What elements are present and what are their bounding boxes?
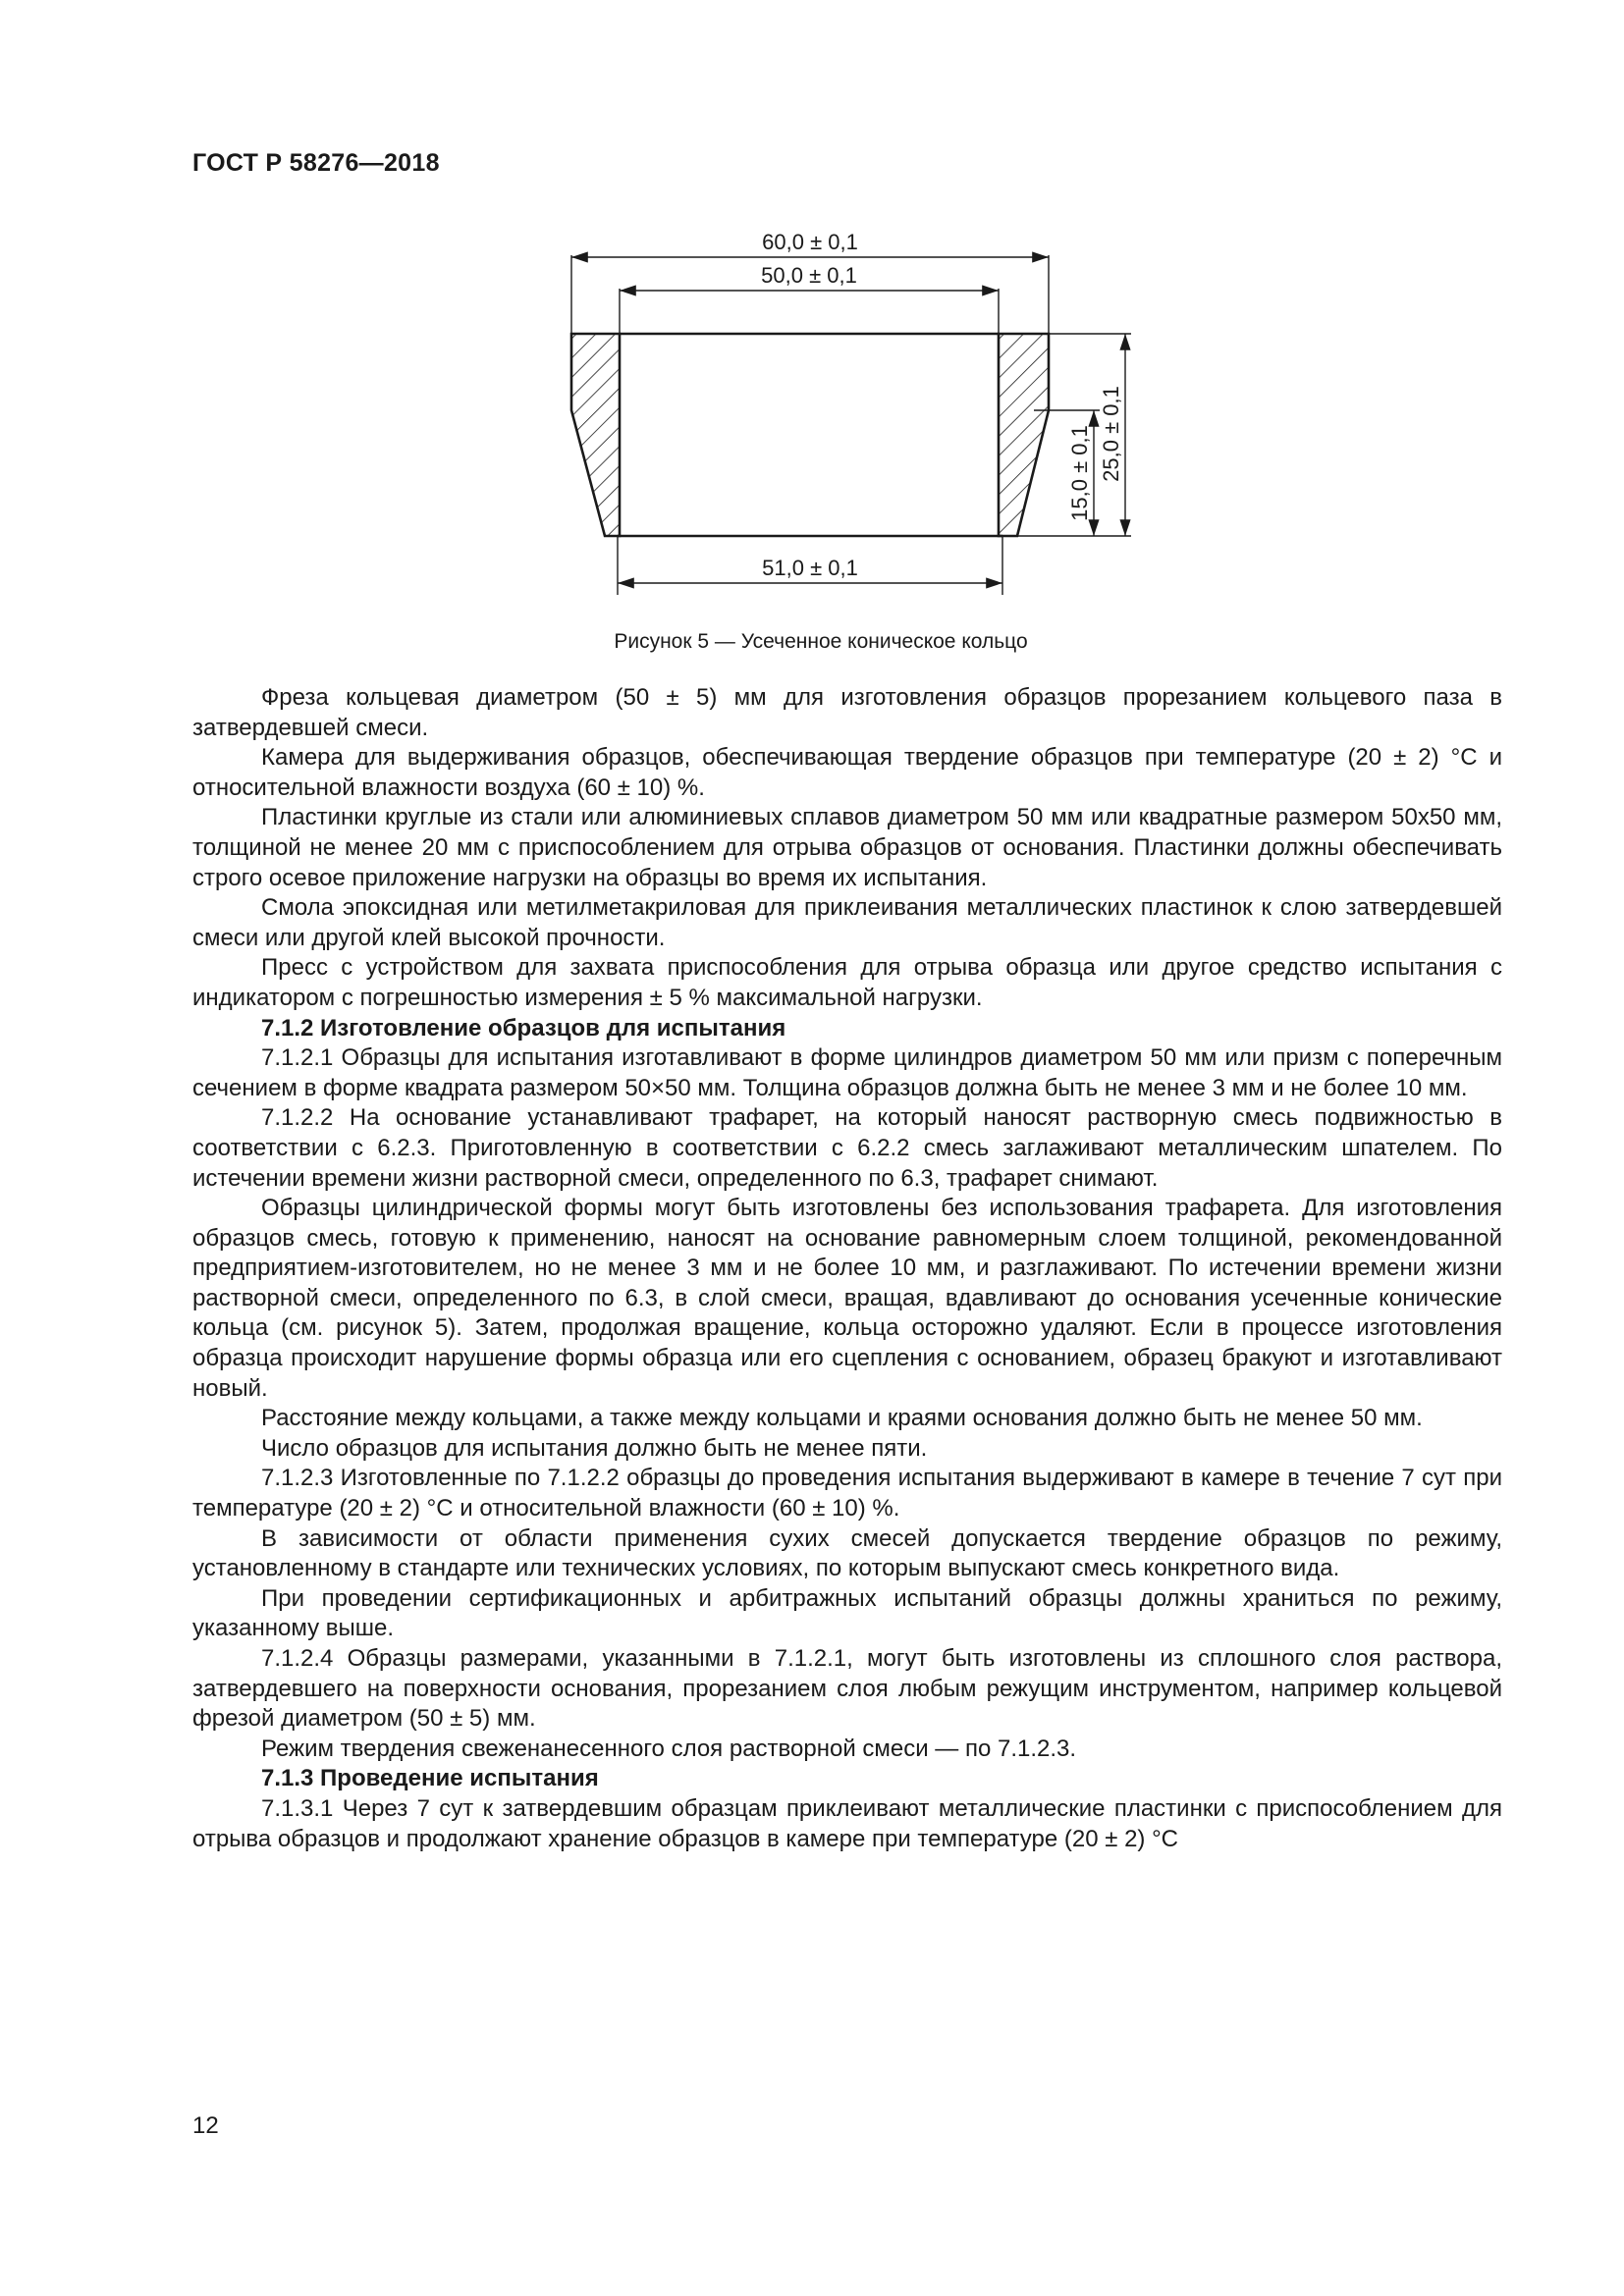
paragraph-certification: При проведении сертификационных и арбитражных испытаний образцы должны храниться по режиму, указанному выше. [192, 1584, 1502, 1642]
paragraph-7-1-2-2: 7.1.2.2 На основание устанавливают трафарет, на который наносят растворную смесь подвижностью в соответствии с 6.2.3. Приготовленную в соответствии с 6.2.2 смесь заглаживают металлическим шпателем. По истечении времени жизни растворной смеси, определенного по 6.3, трафарет снимают. [192, 1104, 1502, 1192]
dim-bottom: 51,0 ± 0,1 [762, 556, 858, 580]
section-heading-7-1-2: 7.1.2 Изготовление образцов для испытания [261, 1014, 786, 1041]
paragraph-count: Число образцов для испытания должно быть не менее пяти. [261, 1434, 928, 1462]
dim-height-total: 25,0 ± 0,1 [1099, 386, 1123, 482]
paragraph-plates: Пластинки круглые из стали или алюминиевых сплавов диаметром 50 мм или квадратные размером 50x50 мм, толщиной не менее 20 мм с приспособлением для отрыва образцов от основания. Пластинки должны обеспечивать строго осевое приложение нагрузки на образцы во время их испытания. [192, 804, 1502, 891]
paragraph-7-1-2-3: 7.1.2.3 Изготовленные по 7.1.2.2 образцы до проведения испытания выдерживают в камере в течение 7 сут при температуре (20 ± 2) °С и относительной влажности (60 ± 10) %. [192, 1465, 1502, 1522]
section-heading-7-1-3: 7.1.3 Проведение испытания [261, 1765, 599, 1792]
document-header: ГОСТ Р 58276—2018 [192, 149, 440, 177]
figure-ring-drawing [550, 224, 1139, 597]
ring-drawing-svg [550, 224, 1139, 597]
page-number: 12 [192, 2112, 219, 2139]
paragraph-curing-mode: В зависимости от области применения сухих смесей допускается твердение образцов по режиму, установленному в стандарте или технических условиях, по которым выпускают смесь конкретного вида. [192, 1524, 1502, 1582]
paragraph-cylinders: Образцы цилиндрической формы могут быть изготовлены без использования трафарета. Для изготовления образцов смесь, готовую к применению, наносят на основание равномерным слоем толщиной, рекомендованной предприятием-изготовителем, но не менее 3 мм и не более 10 мм, и разглаживают. По истечении времени жизни растворной смеси, определенного по 6.3, в слой смеси, вращая, вдавливают до основания усеченные конические кольца (см. рисунок 5). Затем, продолжая вращение, кольца осторожно удаляют. Если в процессе изготовления образца происходит нарушение формы образца или его сцепления с основанием, образец бракуют и изготавливают новый. [192, 1195, 1502, 1402]
body-text [192, 683, 1502, 1854]
dim-height-small: 15,0 ± 0,1 [1067, 425, 1092, 521]
extension-lines [571, 255, 1131, 595]
paragraph-7-1-2-1: 7.1.2.1 Образцы для испытания изготавливают в форме цилиндров диаметром 50 мм или призм с поперечным сечением в форме квадрата размером 50×50 мм. Толщина образцов должна быть не менее 3 мм и не более 10 мм. [192, 1044, 1502, 1101]
dim-outer-top: 60,0 ± 0,1 [762, 230, 858, 254]
ring-inner-outline [618, 334, 1002, 536]
paragraph-fresh-layer: Режим твердения свеженанесенного слоя растворной смеси — по 7.1.2.3. [261, 1735, 1077, 1762]
ring-walls [571, 334, 1049, 536]
figure-caption: Рисунок 5 — Усеченное коническое кольцо [614, 630, 1028, 653]
paragraph-resin: Смола эпоксидная или метилметакриловая для приклеивания металлических пластинок к слою затвердевшей смеси или другой клей высокой прочности. [192, 894, 1502, 951]
paragraph-7-1-3-1: 7.1.3.1 Через 7 сут к затвердевшим образцам приклеивают металлические пластинки с приспособлением для отрыва образцов и продолжают хранение образцов в камере при температуре (20 ± 2) °С [192, 1794, 1502, 1852]
dim-inner-top: 50,0 ± 0,1 [761, 263, 857, 288]
paragraph-cutter: Фреза кольцевая диаметром (50 ± 5) мм для изготовления образцов прорезанием кольцевого паза в затвердевшей смеси. [192, 684, 1502, 741]
paragraph-distance: Расстояние между кольцами, а также между кольцами и краями основания должно быть не менее 50 мм. [261, 1405, 1423, 1432]
paragraph-press: Пресс с устройством для захвата приспособления для отрыва образца или другое средство испытания с индикатором с погрешностью измерения ± 5 % максимальной нагрузки. [192, 954, 1502, 1011]
paragraph-7-1-2-4: 7.1.2.4 Образцы размерами, указанными в 7.1.2.1, могут быть изготовлены из сплошного слоя раствора, затвердевшего на поверхности основания, прорезанием слоя любым режущим инструментом, например кольцевой фрезой диаметром (50 ± 5) мм. [192, 1645, 1502, 1733]
paragraph-chamber: Камера для выдерживания образцов, обеспечивающая твердение образцов при температуре (20 ± 2) °С и относительной влажности воздуха (60 ± 10) %. [192, 744, 1502, 801]
